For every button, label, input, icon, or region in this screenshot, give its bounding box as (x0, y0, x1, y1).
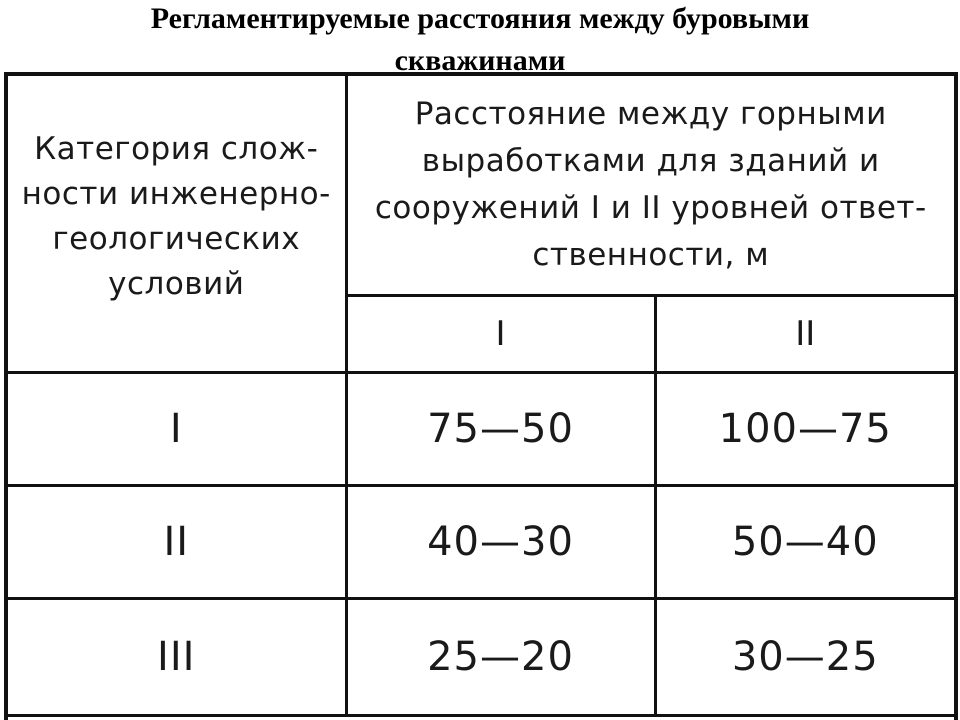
table-row-cutoff (8, 716, 954, 720)
row-category: III (8, 599, 346, 716)
table-row (8, 599, 954, 716)
header-category-line: геологических (52, 220, 301, 257)
row-level-1-distance: 25—20 (346, 599, 655, 716)
distance-table-frame (4, 72, 958, 720)
empty-cell (8, 716, 346, 720)
title-line-1: Регламентируемые расстояния между буровыми (150, 2, 810, 35)
title-line-2: скважинами (394, 44, 566, 77)
row-level-2-distance: 100—75 (655, 373, 954, 486)
row-level-2-distance: 50—40 (655, 486, 954, 599)
subheader-level-1: I (346, 296, 655, 373)
row-category: I (8, 373, 346, 486)
slide-title (0, 0, 960, 80)
row-level-1-distance: 40—30 (346, 486, 655, 599)
row-level-2-distance: 30—25 (655, 599, 954, 716)
distance-table (8, 76, 954, 720)
table-row (8, 486, 954, 599)
header-category-cell (8, 76, 346, 373)
header-category-line: ности инженерно- (21, 175, 331, 212)
header-distance-line: ственности, м (532, 237, 770, 273)
row-level-1-distance: 75—50 (346, 373, 655, 486)
header-distance-cell (346, 76, 954, 296)
table-row (8, 373, 954, 486)
empty-cell (346, 716, 655, 720)
subheader-level-2: II (655, 296, 954, 373)
empty-cell (655, 716, 954, 720)
row-category: II (8, 486, 346, 599)
header-distance-line: Расстояние между горными (414, 96, 887, 132)
header-category-line: Категория слож- (34, 130, 319, 167)
header-category-line: условий (108, 265, 245, 302)
header-distance-line: сооружений I и II уровней ответ- (374, 190, 927, 226)
header-distance-line: выработками для зданий и (421, 143, 880, 179)
